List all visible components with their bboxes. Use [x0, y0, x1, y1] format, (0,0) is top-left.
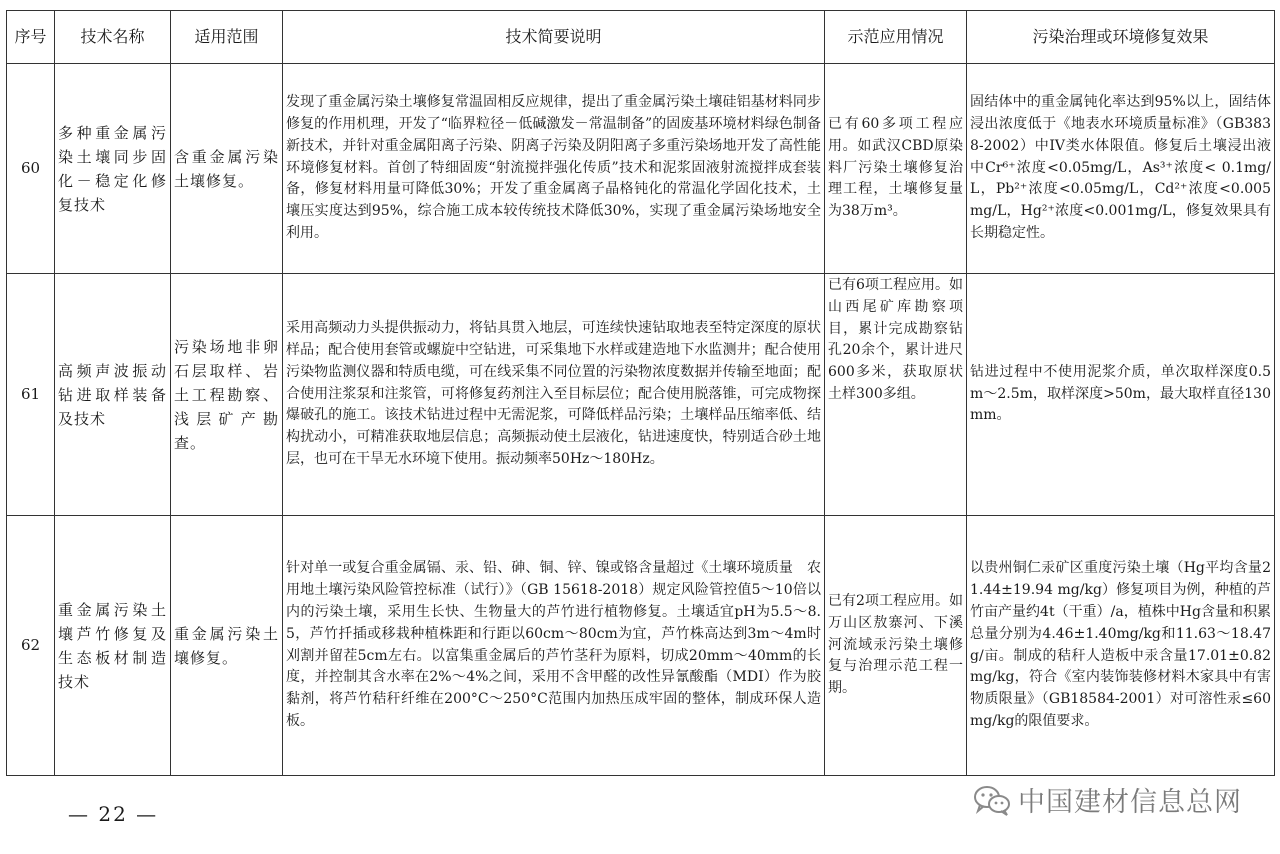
- cell-seq: 62: [7, 516, 55, 776]
- technology-table: [6, 10, 1275, 776]
- cell-effect: 固结体中的重金属钝化率达到95%以上，固结体浸出浓度低于《地表水环境质量标准》（GB3838-2002）中IV类水体限值。修复后土壤浸出液中Cr⁶⁺浓度<0.05mg/L，As³⁺浓度< 0.1mg/L，Pb²⁺浓度<0.05mg/L，Cd²⁺浓度<0.005mg/L，Hg²⁺浓度<0.001mg/L，修复效果具有长期稳定性。: [967, 64, 1275, 274]
- header-description: 技术简要说明: [283, 11, 825, 64]
- header-scope: 适用范围: [171, 11, 283, 64]
- cell-demo: 已有60多项工程应用。如武汉CBD原染料厂污染土壤修复治理工程，土壤修复量为38万m³。: [825, 64, 967, 274]
- cell-description: 针对单一或复合重金属镉、汞、铅、砷、铜、锌、镍或铬含量超过《土壤环境质量 农用地土壤污染风险管控标准（试行）》（GB 15618-2018）规定风险管控值5～10倍以内的污染土壤，采用生长快、生物量大的芦竹进行植物修复。土壤适宜pH为5.5～8.5，芦竹扦插或移栽种植株距和行距以60cm～80cm为宜，芦竹株高达到3m～4m时刈割并留茬5cm左右。以富集重金属后的芦竹茎秆为原料，切成20mm～40mm的长度，并控制其含水率在2%～4%之间，采用不含甲醛的改性异氰酸酯（MDI）作为胶黏剂，将芦竹秸秆纤维在200°C～250°C范围内加热压成牢固的整体，制成环保人造板。: [283, 516, 825, 776]
- watermark-text: 中国建材信息总网: [1018, 787, 1242, 818]
- cell-scope: 含重金属污染土壤修复。: [171, 64, 283, 274]
- cell-description: 采用高频动力头提供振动力，将钻具贯入地层，可连续快速钻取地表至特定深度的原状样品；配合使用套管或螺旋中空钻进，可采集地下水样或建造地下水监测井；配合使用污染物监测仪器和特质电缆，可在线采集不同位置的污染物浓度数据并传输至地面；配合使用注浆泵和注浆管，可将修复药剂注入至目标层位；配合使用脱落锥，可完成物探爆破孔的施工。该技术钻进过程中无需泥浆，可降低样品污染；土壤样品压缩率低、结构扰动小，可精准获取地层信息；高频振动使土层液化，钻进速度快，特别适合砂土地层，也可在干旱无水环境下使用。振动频率50Hz～180Hz。: [283, 274, 825, 516]
- cell-effect: 钻进过程中不使用泥浆介质，单次取样深度0.5m～2.5m，取样深度>50m，最大取样直径130mm。: [967, 274, 1275, 516]
- header-name: 技术名称: [55, 11, 171, 64]
- page-number: — 22 —: [68, 802, 159, 826]
- header-effect: 污染治理或环境修复效果: [967, 11, 1275, 64]
- cell-name: 高频声波振动钻进取样装备及技术: [55, 274, 171, 516]
- header-seq: 序号: [7, 11, 55, 64]
- table-row: [7, 274, 1275, 516]
- cell-description: 发现了重金属污染土壤修复常温固相反应规律，提出了重金属污染土壤硅铝基材料同步修复的作用机理，开发了“临界粒径－低碱激发－常温制备”的固废基环境材料绿色制备新技术，并针对重金属阳离子污染、阴离子污染及阴阳离子多重污染场地开发了高性能环境修复材料。首创了特细固废“射流搅拌强化传质”技术和泥浆固液射流搅拌成套装备，修复材料用量可降低30%；开发了重金属离子晶格钝化的常温化学固化技术，土壤压实度达到95%，综合施工成本较传统技术降低30%，实现了重金属污染场地安全利用。: [283, 64, 825, 274]
- table-row: [7, 64, 1275, 274]
- cell-effect: 以贵州铜仁汞矿区重度污染土壤（Hg平均含量21.44±19.94 mg/kg）修复项目为例，种植的芦竹亩产量约4t（干重）/a，植株中Hg含量和积累总量分别为4.46±1.40mg/kg和11.63～18.47g/亩。制成的秸秆人造板中汞含量17.01±0.82mg/kg，符合《室内装饰装修材料木家具中有害物质限量》（GB18584-2001）对可溶性汞≤60mg/kg的限值要求。: [967, 516, 1275, 776]
- cell-scope: 污染场地非卵石层取样、岩土工程勘察、浅层矿产勘查。: [171, 274, 283, 516]
- cell-demo: 已有6项工程应用。如山西尾矿库勘察项目，累计完成勘察钻孔20余个，累计进尺600多米，获取原状土样300多组。: [825, 274, 967, 516]
- cell-scope: 重金属污染土壤修复。: [171, 516, 283, 776]
- header-demo: 示范应用情况: [825, 11, 967, 64]
- table-row: [7, 516, 1275, 776]
- cell-name: 重金属污染土壤芦竹修复及生态板材制造技术: [55, 516, 171, 776]
- cell-demo: 已有2项工程应用。如万山区敖寨河、下溪河流域汞污染土壤修复与治理示范工程一期。: [825, 516, 967, 776]
- wechat-icon: [972, 784, 1012, 816]
- cell-seq: 60: [7, 64, 55, 274]
- cell-name: 多种重金属污染土壤同步固化－稳定化修复技术: [55, 64, 171, 274]
- cell-seq: 61: [7, 274, 55, 516]
- table-header-row: [7, 11, 1275, 64]
- watermark: [972, 780, 1242, 819]
